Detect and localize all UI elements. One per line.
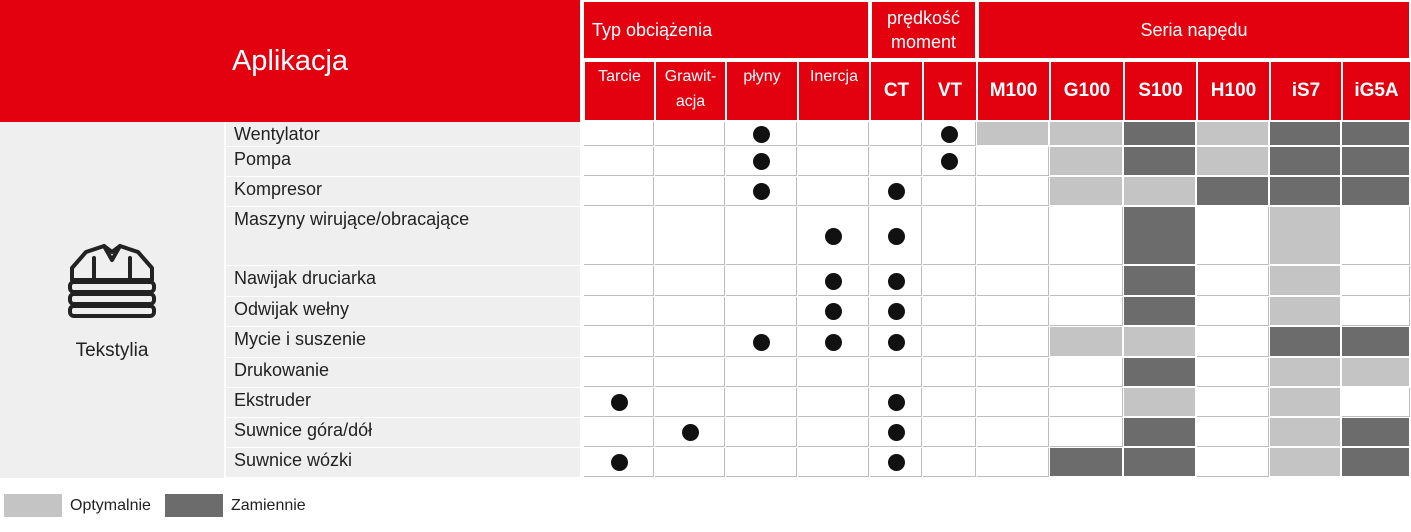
marker-dot — [888, 303, 905, 320]
row-1-col-5 — [923, 147, 976, 176]
row-0-col-6 — [977, 122, 1049, 146]
row-4-col-5 — [923, 266, 976, 296]
marker-dot — [753, 183, 770, 200]
row-8-col-9 — [1197, 388, 1269, 417]
row-3-col-1 — [655, 207, 725, 265]
row-6-col-9 — [1197, 327, 1269, 357]
load-type-header: Typ obciążenia — [584, 2, 868, 58]
row-0-col-8 — [1124, 122, 1196, 146]
application-row-1-label: Pompa — [226, 147, 580, 176]
row-2-col-9 — [1197, 177, 1269, 206]
row-10-col-2 — [726, 448, 797, 477]
marker-dot — [888, 228, 905, 245]
load-type-col-1: Grawit- acja — [656, 62, 725, 120]
row-6-col-5 — [923, 327, 976, 357]
marker-dot — [888, 454, 905, 471]
marker-dot — [825, 273, 842, 290]
row-10-col-4 — [870, 448, 922, 477]
row-9-col-0 — [584, 418, 654, 447]
row-0-col-0 — [584, 122, 654, 146]
marker-dot — [825, 334, 842, 351]
row-1-col-8 — [1124, 147, 1196, 176]
row-2-col-11 — [1342, 177, 1410, 206]
row-9-col-10 — [1270, 418, 1341, 447]
row-4-col-0 — [584, 266, 654, 296]
row-1-col-0 — [584, 147, 654, 176]
row-10-col-10 — [1270, 448, 1341, 477]
row-1-col-6 — [977, 147, 1049, 176]
row-2-col-4 — [870, 177, 922, 206]
row-3-col-6 — [977, 207, 1049, 265]
row-6-col-6 — [977, 327, 1049, 357]
application-row-6-label: Mycie i suszenie — [226, 327, 580, 357]
row-9-col-9 — [1197, 418, 1269, 447]
row-2-col-7 — [1050, 177, 1123, 206]
load-type-col-3: Inercja — [799, 62, 869, 120]
legend-alternative-label: Zamiennie — [231, 497, 306, 514]
marker-dot — [682, 424, 699, 441]
marker-dot — [888, 394, 905, 411]
row-0-col-11 — [1342, 122, 1410, 146]
row-4-col-2 — [726, 266, 797, 296]
drive-series-header: Seria napędu — [979, 2, 1409, 58]
application-header: Aplikacja — [0, 0, 580, 122]
row-5-col-3 — [798, 297, 869, 326]
application-row-2-label: Kompresor — [226, 177, 580, 206]
row-10-col-9 — [1197, 448, 1269, 477]
row-7-col-11 — [1342, 358, 1410, 387]
row-6-col-7 — [1050, 327, 1123, 357]
drive-col-is7: iS7 — [1271, 62, 1341, 120]
row-1-col-4 — [870, 147, 922, 176]
row-10-col-5 — [923, 448, 976, 477]
application-row-9-label: Suwnice góra/dół — [226, 418, 580, 447]
row-7-col-2 — [726, 358, 797, 387]
row-2-col-8 — [1124, 177, 1196, 206]
drive-col-m100: M100 — [978, 62, 1049, 120]
row-5-col-10 — [1270, 297, 1341, 326]
row-2-col-6 — [977, 177, 1049, 206]
row-8-col-5 — [923, 388, 976, 417]
row-1-col-1 — [655, 147, 725, 176]
row-4-col-7 — [1050, 266, 1123, 296]
application-row-5-label: Odwijak wełny — [226, 297, 580, 326]
row-8-col-2 — [726, 388, 797, 417]
drive-col-s100: S100 — [1125, 62, 1196, 120]
row-2-col-2 — [726, 177, 797, 206]
row-5-col-1 — [655, 297, 725, 326]
row-9-col-11 — [1342, 418, 1410, 447]
marker-dot — [888, 183, 905, 200]
row-1-col-9 — [1197, 147, 1269, 176]
row-3-col-9 — [1197, 207, 1269, 265]
row-6-col-0 — [584, 327, 654, 357]
marker-dot — [888, 273, 905, 290]
row-8-col-4 — [870, 388, 922, 417]
row-7-col-6 — [977, 358, 1049, 387]
row-2-col-10 — [1270, 177, 1341, 206]
row-4-col-11 — [1342, 266, 1410, 296]
load-type-col-0: Tarcie — [585, 62, 654, 120]
marker-dot — [941, 153, 958, 170]
row-4-col-9 — [1197, 266, 1269, 296]
row-8-col-0 — [584, 388, 654, 417]
row-2-col-5 — [923, 177, 976, 206]
row-8-col-3 — [798, 388, 869, 417]
row-6-col-3 — [798, 327, 869, 357]
row-5-col-7 — [1050, 297, 1123, 326]
row-5-col-11 — [1342, 297, 1410, 326]
sector-label: Tekstylia — [75, 340, 149, 361]
row-3-col-3 — [798, 207, 869, 265]
legend-optimal-label: Optymalnie — [70, 497, 151, 514]
row-3-col-2 — [726, 207, 797, 265]
marker-dot — [611, 454, 628, 471]
row-3-col-8 — [1124, 207, 1196, 265]
row-1-col-3 — [798, 147, 869, 176]
row-3-col-4 — [870, 207, 922, 265]
row-7-col-5 — [923, 358, 976, 387]
row-5-col-6 — [977, 297, 1049, 326]
row-1-col-11 — [1342, 147, 1410, 176]
row-9-col-2 — [726, 418, 797, 447]
row-6-col-2 — [726, 327, 797, 357]
row-7-col-0 — [584, 358, 654, 387]
marker-dot — [888, 334, 905, 351]
row-0-col-10 — [1270, 122, 1341, 146]
torque-col-vt: VT — [924, 62, 976, 120]
legend-alternative-swatch — [165, 494, 223, 517]
row-7-col-7 — [1050, 358, 1123, 387]
row-8-col-11 — [1342, 388, 1410, 417]
row-9-col-7 — [1050, 418, 1123, 447]
row-7-col-9 — [1197, 358, 1269, 387]
row-9-col-8 — [1124, 418, 1196, 447]
row-8-col-1 — [655, 388, 725, 417]
row-0-col-3 — [798, 122, 869, 146]
row-4-col-4 — [870, 266, 922, 296]
application-row-3-label: Maszyny wirujące/obracające — [226, 207, 580, 265]
folded-clothes-icon — [64, 238, 160, 326]
row-3-col-10 — [1270, 207, 1341, 265]
row-7-col-8 — [1124, 358, 1196, 387]
application-row-4-label: Nawijak druciarka — [226, 266, 580, 296]
row-10-col-7 — [1050, 448, 1123, 477]
application-row-7-label: Drukowanie — [226, 358, 580, 387]
row-3-col-5 — [923, 207, 976, 265]
row-0-col-7 — [1050, 122, 1123, 146]
row-7-col-4 — [870, 358, 922, 387]
drive-col-g100: G100 — [1051, 62, 1123, 120]
row-9-col-1 — [655, 418, 725, 447]
row-6-col-4 — [870, 327, 922, 357]
row-6-col-1 — [655, 327, 725, 357]
row-5-col-9 — [1197, 297, 1269, 326]
row-8-col-8 — [1124, 388, 1196, 417]
speed-torque-header: prędkość moment — [872, 2, 975, 58]
application-row-8-label: Ekstruder — [226, 388, 580, 417]
row-10-col-8 — [1124, 448, 1196, 477]
row-4-col-3 — [798, 266, 869, 296]
application-row-0-label: Wentylator — [226, 122, 580, 146]
row-6-col-10 — [1270, 327, 1341, 357]
row-10-col-0 — [584, 448, 654, 477]
row-9-col-6 — [977, 418, 1049, 447]
marker-dot — [825, 228, 842, 245]
row-1-col-10 — [1270, 147, 1341, 176]
row-3-col-7 — [1050, 207, 1123, 265]
row-9-col-5 — [923, 418, 976, 447]
row-5-col-8 — [1124, 297, 1196, 326]
row-7-col-3 — [798, 358, 869, 387]
marker-dot — [753, 126, 770, 143]
row-10-col-6 — [977, 448, 1049, 477]
row-7-col-1 — [655, 358, 725, 387]
torque-col-ct: CT — [871, 62, 922, 120]
marker-dot — [825, 303, 842, 320]
marker-dot — [888, 424, 905, 441]
row-3-col-11 — [1342, 207, 1410, 265]
row-0-col-5 — [923, 122, 976, 146]
row-3-col-0 — [584, 207, 654, 265]
sector-textiles — [0, 122, 224, 478]
row-4-col-6 — [977, 266, 1049, 296]
row-10-col-1 — [655, 448, 725, 477]
row-4-col-8 — [1124, 266, 1196, 296]
drive-col-ig5a: iG5A — [1343, 62, 1410, 120]
row-5-col-2 — [726, 297, 797, 326]
row-2-col-3 — [798, 177, 869, 206]
row-8-col-10 — [1270, 388, 1341, 417]
row-0-col-4 — [870, 122, 922, 146]
row-8-col-7 — [1050, 388, 1123, 417]
application-row-10-label: Suwnice wózki — [226, 448, 580, 477]
row-10-col-3 — [798, 448, 869, 477]
row-4-col-1 — [655, 266, 725, 296]
row-0-col-2 — [726, 122, 797, 146]
row-9-col-4 — [870, 418, 922, 447]
marker-dot — [941, 126, 958, 143]
marker-dot — [753, 334, 770, 351]
row-2-col-1 — [655, 177, 725, 206]
row-5-col-0 — [584, 297, 654, 326]
row-10-col-11 — [1342, 448, 1410, 477]
row-2-col-0 — [584, 177, 654, 206]
row-9-col-3 — [798, 418, 869, 447]
drive-col-h100: H100 — [1198, 62, 1269, 120]
load-type-col-2: płyny — [727, 62, 797, 120]
row-1-col-2 — [726, 147, 797, 176]
row-8-col-6 — [977, 388, 1049, 417]
row-1-col-7 — [1050, 147, 1123, 176]
row-5-col-5 — [923, 297, 976, 326]
row-6-col-11 — [1342, 327, 1410, 357]
row-4-col-10 — [1270, 266, 1341, 296]
row-0-col-1 — [655, 122, 725, 146]
row-7-col-10 — [1270, 358, 1341, 387]
legend-optimal-swatch — [4, 494, 62, 517]
row-6-col-8 — [1124, 327, 1196, 357]
row-0-col-9 — [1197, 122, 1269, 146]
marker-dot — [611, 394, 628, 411]
row-5-col-4 — [870, 297, 922, 326]
marker-dot — [753, 153, 770, 170]
